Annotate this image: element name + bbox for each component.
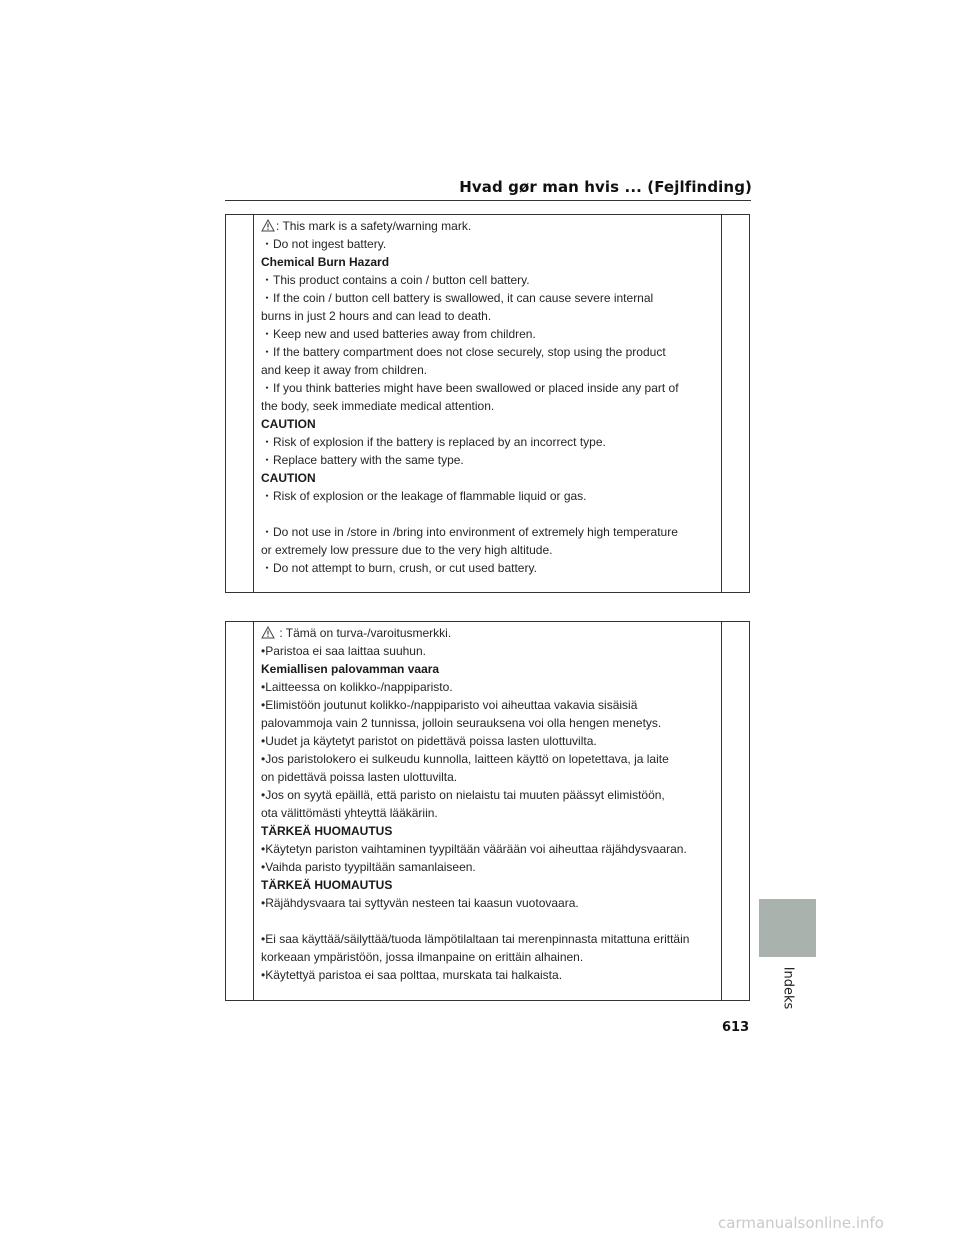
warning-line (261, 840, 717, 858)
warning-line (261, 559, 717, 577)
finnish-warning-text (261, 624, 717, 984)
warning-line (261, 325, 717, 343)
warning-line-text: : This mark is a safety/warning mark. (276, 219, 472, 233)
warning-line (261, 379, 717, 397)
warning-line-text: •Vaihda paristo tyypiltään samanlaiseen. (261, 860, 476, 874)
warning-line-text: TÄRKEÄ HUOMAUTUS (261, 824, 393, 838)
index-tab[interactable] (759, 899, 816, 957)
warning-line (261, 696, 717, 714)
warning-line-text: •Paristoa ei saa laittaa suuhun. (261, 644, 426, 658)
warning-line-text: TÄRKEÄ HUOMAUTUS (261, 878, 393, 892)
warning-line (261, 750, 717, 768)
warning-line-text: CAUTION (261, 417, 316, 431)
warning-line-text: ・If the battery compartment does not close securely, stop using the product (261, 345, 666, 359)
warning-line (261, 289, 717, 307)
warning-line (261, 523, 717, 541)
warning-line-text: •Räjähdysvaara tai syttyvän nesteen tai kaasun vuotovaara. (261, 896, 579, 910)
warning-line-text: ・Risk of explosion if the battery is replaced by an incorrect type. (261, 435, 606, 449)
warning-line (261, 235, 717, 253)
warning-line-text: ・This product contains a coin / button cell battery. (261, 273, 530, 287)
warning-line-text: ・Risk of explosion or the leakage of flammable liquid or gas. (261, 489, 587, 503)
warning-heading (261, 876, 717, 894)
warning-line (261, 912, 717, 930)
warning-line-text: the body, seek immediate medical attention. (261, 399, 495, 413)
finnish-warning-box (225, 621, 750, 1001)
warning-line (261, 451, 717, 469)
warning-line (261, 948, 717, 966)
warning-line-text: ota välittömästi yhteyttä lääkäriin. (261, 806, 438, 820)
right-margin-rule (721, 215, 722, 592)
warning-line-text: •Ei saa käyttää/säilyttää/tuoda lämpötilaltaan tai merenpinnasta mitattuna erittäin (261, 932, 690, 946)
warning-line-text: •Jos on syytä epäillä, että paristo on nielaistu tai muuten päässyt elimistöön, (261, 788, 665, 802)
warning-line-text: ・Replace battery with the same type. (261, 453, 464, 467)
warning-line (261, 624, 717, 642)
warning-line-text: palovammoja vain 2 tunnissa, jolloin seurauksena voi olla hengen menetys. (261, 716, 662, 730)
warning-line (261, 505, 717, 523)
warning-line (261, 271, 717, 289)
warning-line-text: on pidettävä poissa lasten ulottuvilta. (261, 770, 458, 784)
warning-line (261, 487, 717, 505)
warning-line (261, 307, 717, 325)
warning-line-text: •Laitteessa on kolikko-/nappiparisto. (261, 680, 453, 694)
warning-heading (261, 469, 717, 487)
warning-line-text: •Elimistöön joutunut kolikko-/nappiparisto voi aiheuttaa vakavia sisäisiä (261, 698, 638, 712)
header-divider (225, 200, 751, 201)
watermark: carmanualsonline.info (718, 1214, 884, 1232)
warning-line-text: ・If you think batteries might have been swallowed or placed inside any part of (261, 381, 679, 395)
warning-line-text: ・Do not use in /store in /bring into environment of extremely high temperature (261, 525, 678, 539)
warning-heading (261, 253, 717, 271)
index-tab-text: Indeks (780, 966, 796, 1010)
warning-line (261, 541, 717, 559)
warning-line (261, 433, 717, 451)
warning-line-text: CAUTION (261, 471, 316, 485)
warning-line-text: : Tämä on turva-/varoitusmerkki. (276, 626, 452, 640)
warning-line-text: •Uudet ja käytetyt paristot on pidettävä poissa lasten ulottuvilta. (261, 734, 597, 748)
warning-line (261, 858, 717, 876)
warning-line-text: ・Keep new and used batteries away from children. (261, 327, 536, 341)
warning-line-text: •Käytettyä paristoa ei saa polttaa, murskata tai halkaista. (261, 968, 563, 982)
warning-line-text: Chemical Burn Hazard (261, 255, 390, 269)
left-margin-rule (253, 622, 254, 1000)
warning-heading (261, 822, 717, 840)
left-margin-rule (253, 215, 254, 592)
warning-line-text: ・Do not attempt to burn, crush, or cut used battery. (261, 561, 537, 575)
warning-line-text: •Jos paristolokero ei sulkeudu kunnolla, laitteen käyttö on lopetettava, ja laite (261, 752, 669, 766)
warning-line (261, 804, 717, 822)
warning-line-text: burns in just 2 hours and can lead to death. (261, 309, 492, 323)
warning-line-text: korkeaan ympäristöön, jossa ilmanpaine on erittäin alhainen. (261, 950, 584, 964)
index-tab-label (778, 963, 798, 1013)
warning-line (261, 714, 717, 732)
warning-line (261, 678, 717, 696)
warning-line (261, 397, 717, 415)
warning-line (261, 642, 717, 660)
warning-line-text: and keep it away from children. (261, 363, 428, 377)
warning-line (261, 732, 717, 750)
warning-line (261, 930, 717, 948)
warning-line-text: or extremely low pressure due to the very high altitude. (261, 543, 553, 557)
warning-line (261, 217, 717, 235)
right-margin-rule (721, 622, 722, 1000)
warning-line-text: ・Do not ingest battery. (261, 237, 387, 251)
warning-line (261, 894, 717, 912)
page-number: 613 (722, 1020, 750, 1035)
warning-line-text: ・If the coin / button cell battery is swallowed, it can cause severe internal (261, 291, 654, 305)
warning-heading (261, 660, 717, 678)
english-warning-box (225, 214, 750, 593)
section-title: Hvad gør man hvis ... (Fejlfinding) (459, 178, 752, 196)
warning-line (261, 786, 717, 804)
english-warning-text (261, 217, 717, 577)
warning-heading (261, 415, 717, 433)
warning-line (261, 768, 717, 786)
warning-line (261, 343, 717, 361)
warning-line-text: •Käytetyn pariston vaihtaminen tyypiltään väärään voi aiheuttaa räjähdysvaaran. (261, 842, 687, 856)
warning-line (261, 361, 717, 379)
warning-line (261, 966, 717, 984)
warning-line-text: Kemiallisen palovamman vaara (261, 662, 440, 676)
